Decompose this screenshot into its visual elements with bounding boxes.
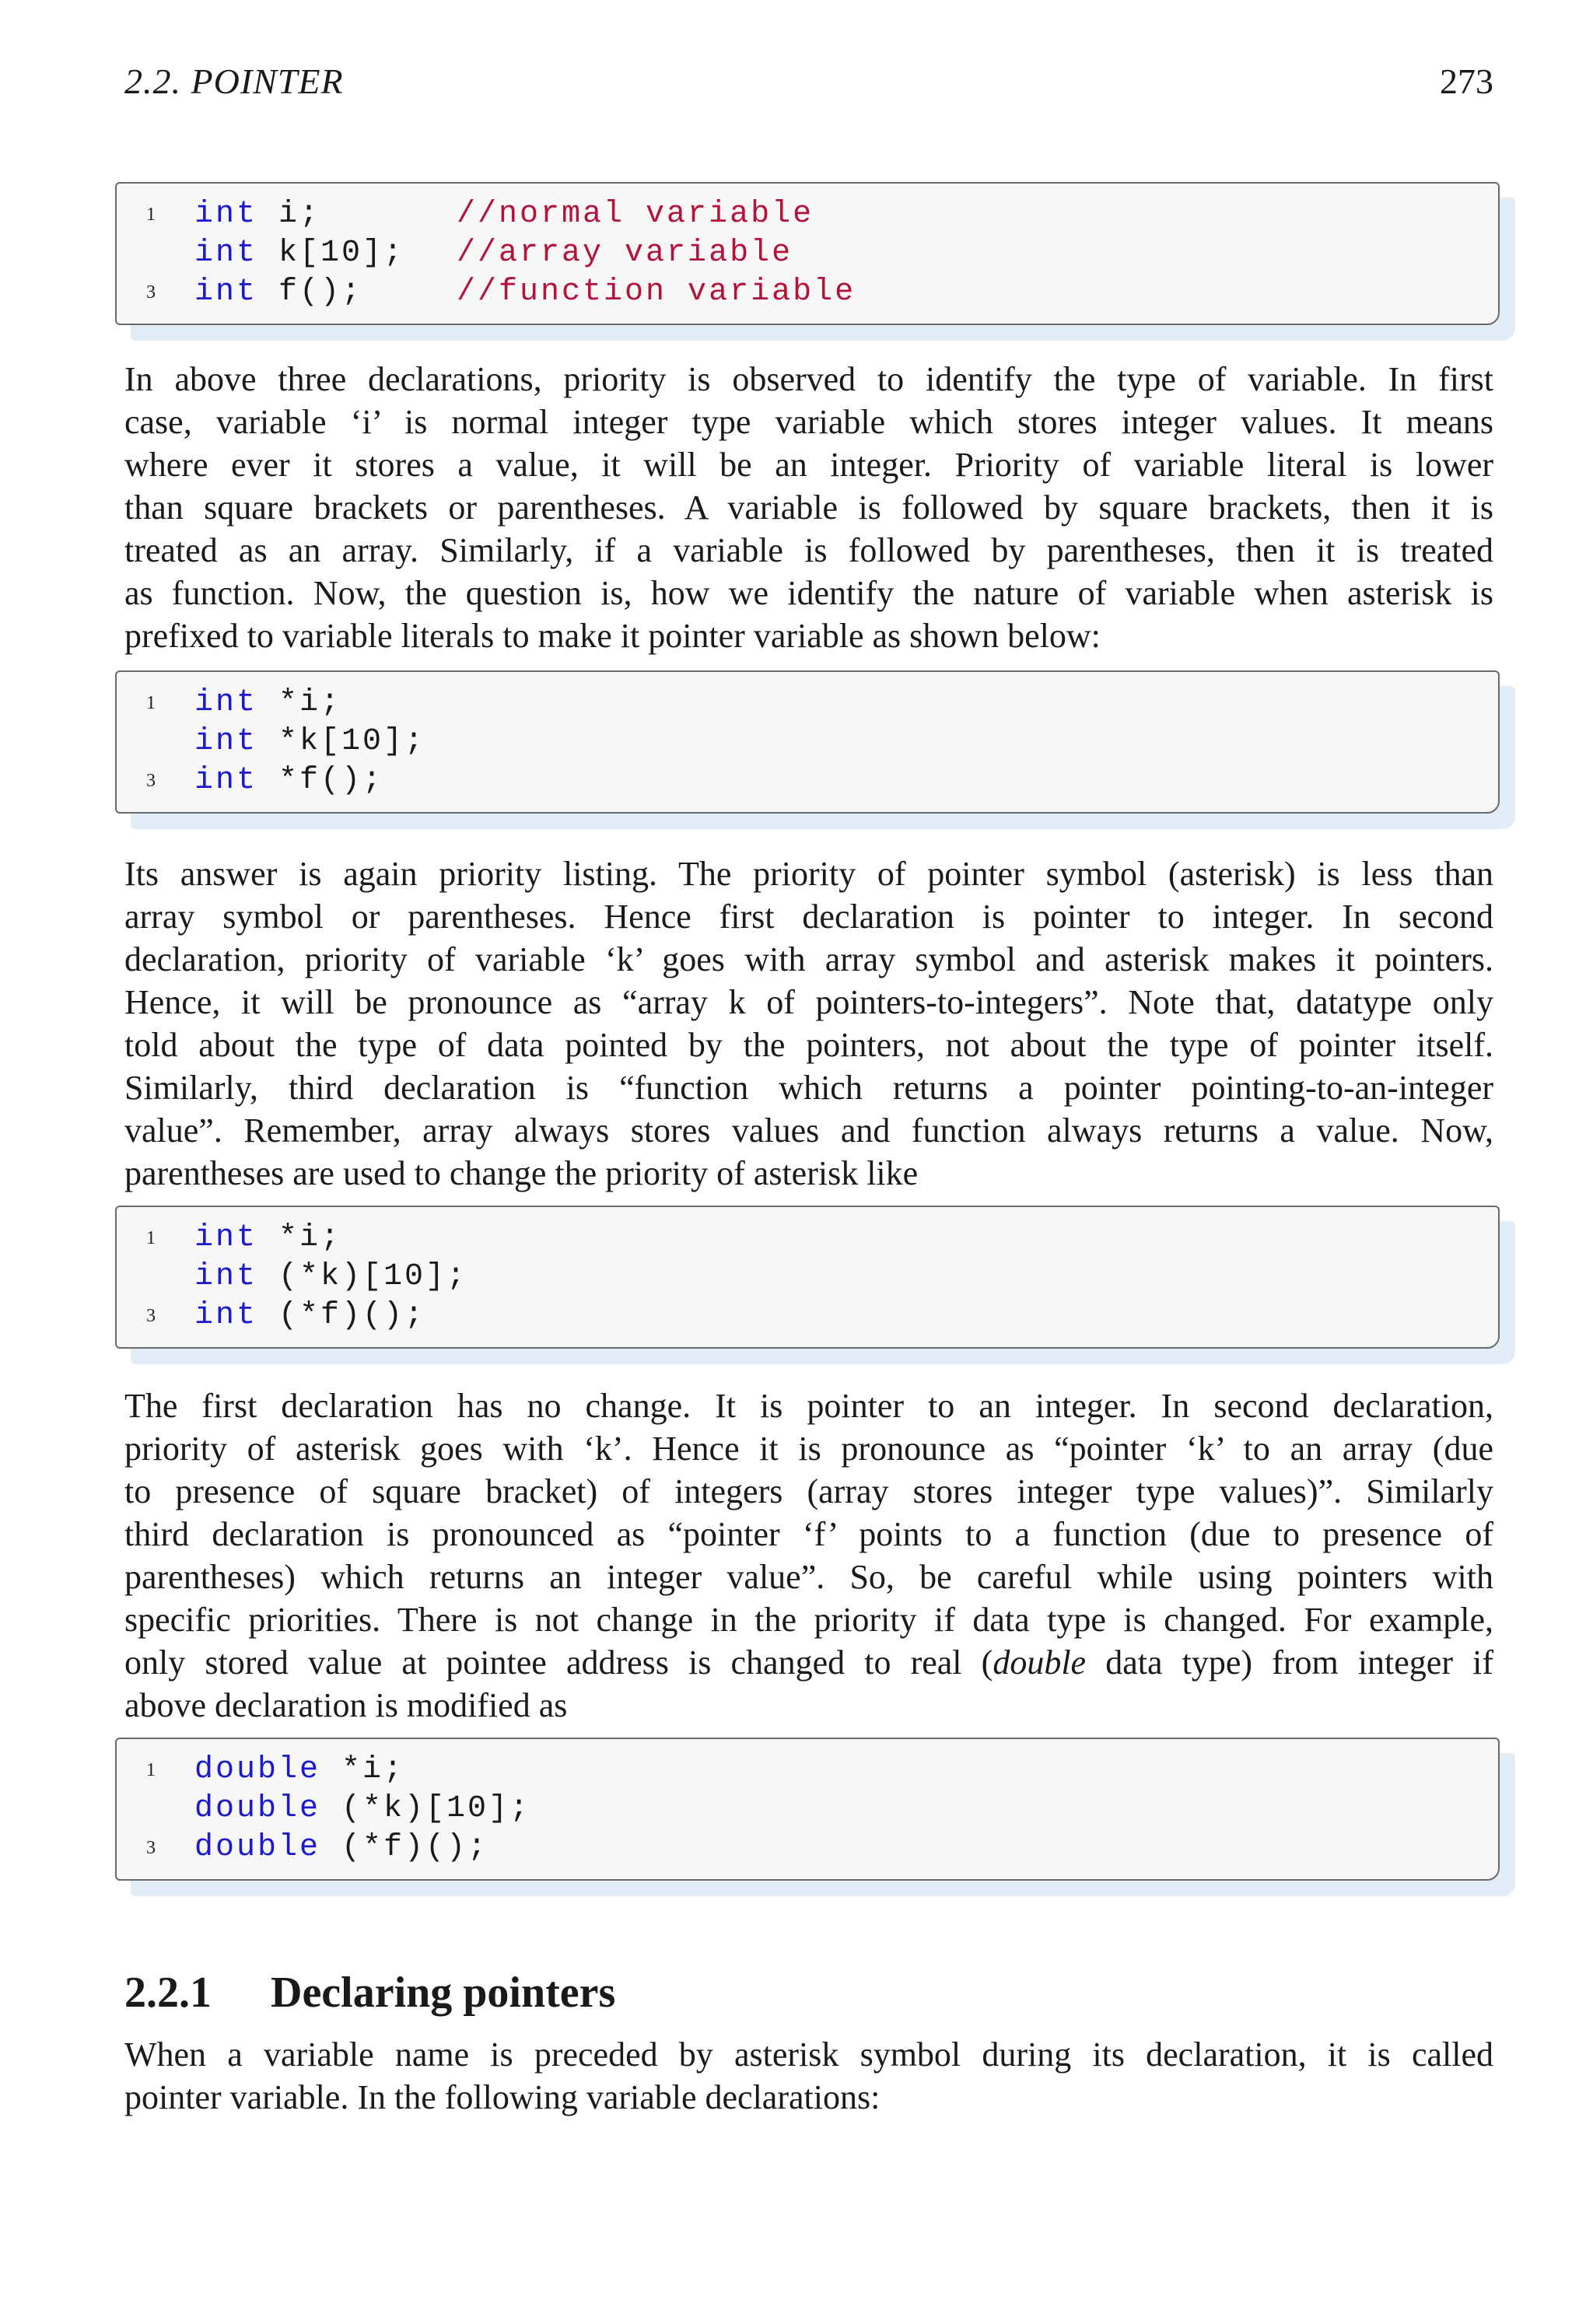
text-run: only stored value at pointee address is changed to real (	[124, 1643, 993, 1682]
code-line	[117, 1751, 1498, 1790]
line-number: 3	[146, 771, 156, 791]
code-line	[117, 723, 1498, 761]
code-comment: //normal variable	[457, 197, 814, 232]
code-statement: *i;	[257, 685, 342, 720]
code-line	[117, 273, 1498, 312]
code-statement: f();	[257, 275, 363, 310]
code-line	[117, 1790, 1498, 1829]
code-statement: i;	[257, 197, 321, 232]
text-line: parentheses) which returns an integer value”. So, be careful while using pointers with	[124, 1558, 1493, 1596]
code-statement: (*k)[10];	[320, 1791, 531, 1826]
text-line: told about the type of data pointed by the pointers, not about the type of pointer itself.	[124, 1026, 1493, 1064]
code-comment: //array variable	[457, 236, 793, 271]
running-header	[124, 61, 1493, 107]
code-keyword: int	[194, 763, 258, 798]
code-statement: (*f)();	[320, 1830, 489, 1865]
line-number: 1	[146, 205, 156, 225]
code-statement: *k[10];	[257, 724, 426, 759]
code-keyword: int	[194, 1298, 258, 1333]
code-statement: *i;	[257, 1220, 342, 1255]
code-box	[115, 1206, 1500, 1349]
text-line: than square brackets or parentheses. A variable is followed by square brackets, then it is	[124, 488, 1493, 527]
page-number: 273	[1440, 61, 1493, 101]
code-keyword: double	[194, 1752, 321, 1787]
code-keyword: int	[194, 724, 258, 759]
code-statement: *i;	[320, 1752, 405, 1787]
text-line: as function. Now, the question is, how we identify the nature of variable when asterisk is	[124, 574, 1493, 612]
code-keyword: int	[194, 1220, 258, 1255]
code-keyword: int	[194, 197, 258, 232]
text-line: prefixed to variable literals to make it pointer variable as shown below:	[124, 617, 1101, 655]
text-line: Hence, it will be pronounce as “array k of pointers-to-integers”. Note that, datatype only	[124, 983, 1493, 1021]
code-box	[115, 670, 1500, 814]
text-line: third declaration is pronounced as “pointer ‘f’ points to a function (due to presence of	[124, 1515, 1493, 1553]
line-number: 3	[146, 1838, 156, 1858]
code-line	[117, 234, 1498, 273]
text-line: specific priorities. There is not change in the priority if data type is changed. For example,	[124, 1601, 1493, 1639]
text-line: Similarly, third declaration is “function which returns a pointer pointing-to-an-integer	[124, 1069, 1493, 1107]
subsection-title: Declaring pointers	[271, 1969, 616, 2017]
code-line	[117, 1297, 1498, 1335]
subsection-number: 2.2.1	[124, 1969, 212, 2017]
line-number: 1	[146, 1760, 156, 1780]
code-comment: //function variable	[457, 275, 856, 310]
text-line: parentheses are used to change the priority of asterisk like	[124, 1154, 919, 1192]
body-paragraph-2	[124, 852, 1493, 1195]
code-statement: (*f)();	[257, 1298, 426, 1333]
code-line	[117, 195, 1498, 234]
code-line	[117, 1829, 1498, 1867]
code-line	[117, 1219, 1498, 1258]
code-keyword: int	[194, 236, 258, 271]
subsection-heading	[124, 1968, 615, 2018]
code-keyword: double	[194, 1791, 321, 1826]
code-keyword: double	[194, 1830, 321, 1865]
line-number: 3	[146, 282, 156, 303]
line-number: 3	[146, 1306, 156, 1326]
text-run: data type) from integer if	[1086, 1643, 1493, 1682]
line-number: 1	[146, 1228, 156, 1248]
code-line	[117, 684, 1498, 723]
text-line: array symbol or parentheses. Hence first declaration is pointer to integer. In second	[124, 898, 1493, 936]
text-line	[124, 1641, 1493, 1684]
text-line: value”. Remember, array always stores values and function always returns a value. Now,	[124, 1111, 1493, 1150]
code-statement: *f();	[257, 763, 384, 798]
text-line: pointer variable. In the following variable declarations:	[124, 2078, 881, 2116]
code-keyword: int	[194, 275, 258, 310]
text-line: priority of asterisk goes with ‘k’. Hence it is pronounce as “pointer ‘k’ to an array (due	[124, 1430, 1493, 1468]
body-paragraph-4	[124, 2033, 1493, 2119]
text-line: The first declaration has no change. It is pointer to an integer. In second declaration,	[124, 1387, 1493, 1425]
line-number: 1	[146, 693, 156, 713]
text-line: to presence of square bracket) of integers (array stores integer type values)”. Similarly	[124, 1472, 1493, 1510]
body-paragraph-1	[124, 358, 1493, 657]
text-line: Its answer is again priority listing. The priority of pointer symbol (asterisk) is less than	[124, 855, 1493, 893]
text-line: When a variable name is preceded by asterisk symbol during its declaration, it is called	[124, 2035, 1493, 2074]
text-line: treated as an array. Similarly, if a variable is followed by parentheses, then it is treated	[124, 531, 1493, 569]
body-paragraph-3	[124, 1384, 1493, 1727]
text-line: case, variable ‘i’ is normal integer type variable which stores integer values. It means	[124, 403, 1493, 441]
italic-term: double	[993, 1643, 1087, 1682]
code-statement: (*k)[10];	[257, 1259, 468, 1294]
code-keyword: int	[194, 685, 258, 720]
code-statement: k[10];	[257, 236, 405, 271]
code-line	[117, 761, 1498, 800]
text-line: where ever it stores a value, it will be an integer. Priority of variable literal is lower	[124, 446, 1493, 484]
code-line	[117, 1258, 1498, 1297]
running-header-section: 2.2. POINTER	[124, 61, 344, 101]
code-keyword: int	[194, 1259, 258, 1294]
text-line: In above three declarations, priority is observed to identify the type of variable. In first	[124, 360, 1493, 398]
code-box	[115, 1738, 1500, 1881]
text-line: above declaration is modified as	[124, 1686, 568, 1724]
text-line: declaration, priority of variable ‘k’ goes with array symbol and asterisk makes it pointers.	[124, 940, 1493, 978]
code-box	[115, 182, 1500, 325]
